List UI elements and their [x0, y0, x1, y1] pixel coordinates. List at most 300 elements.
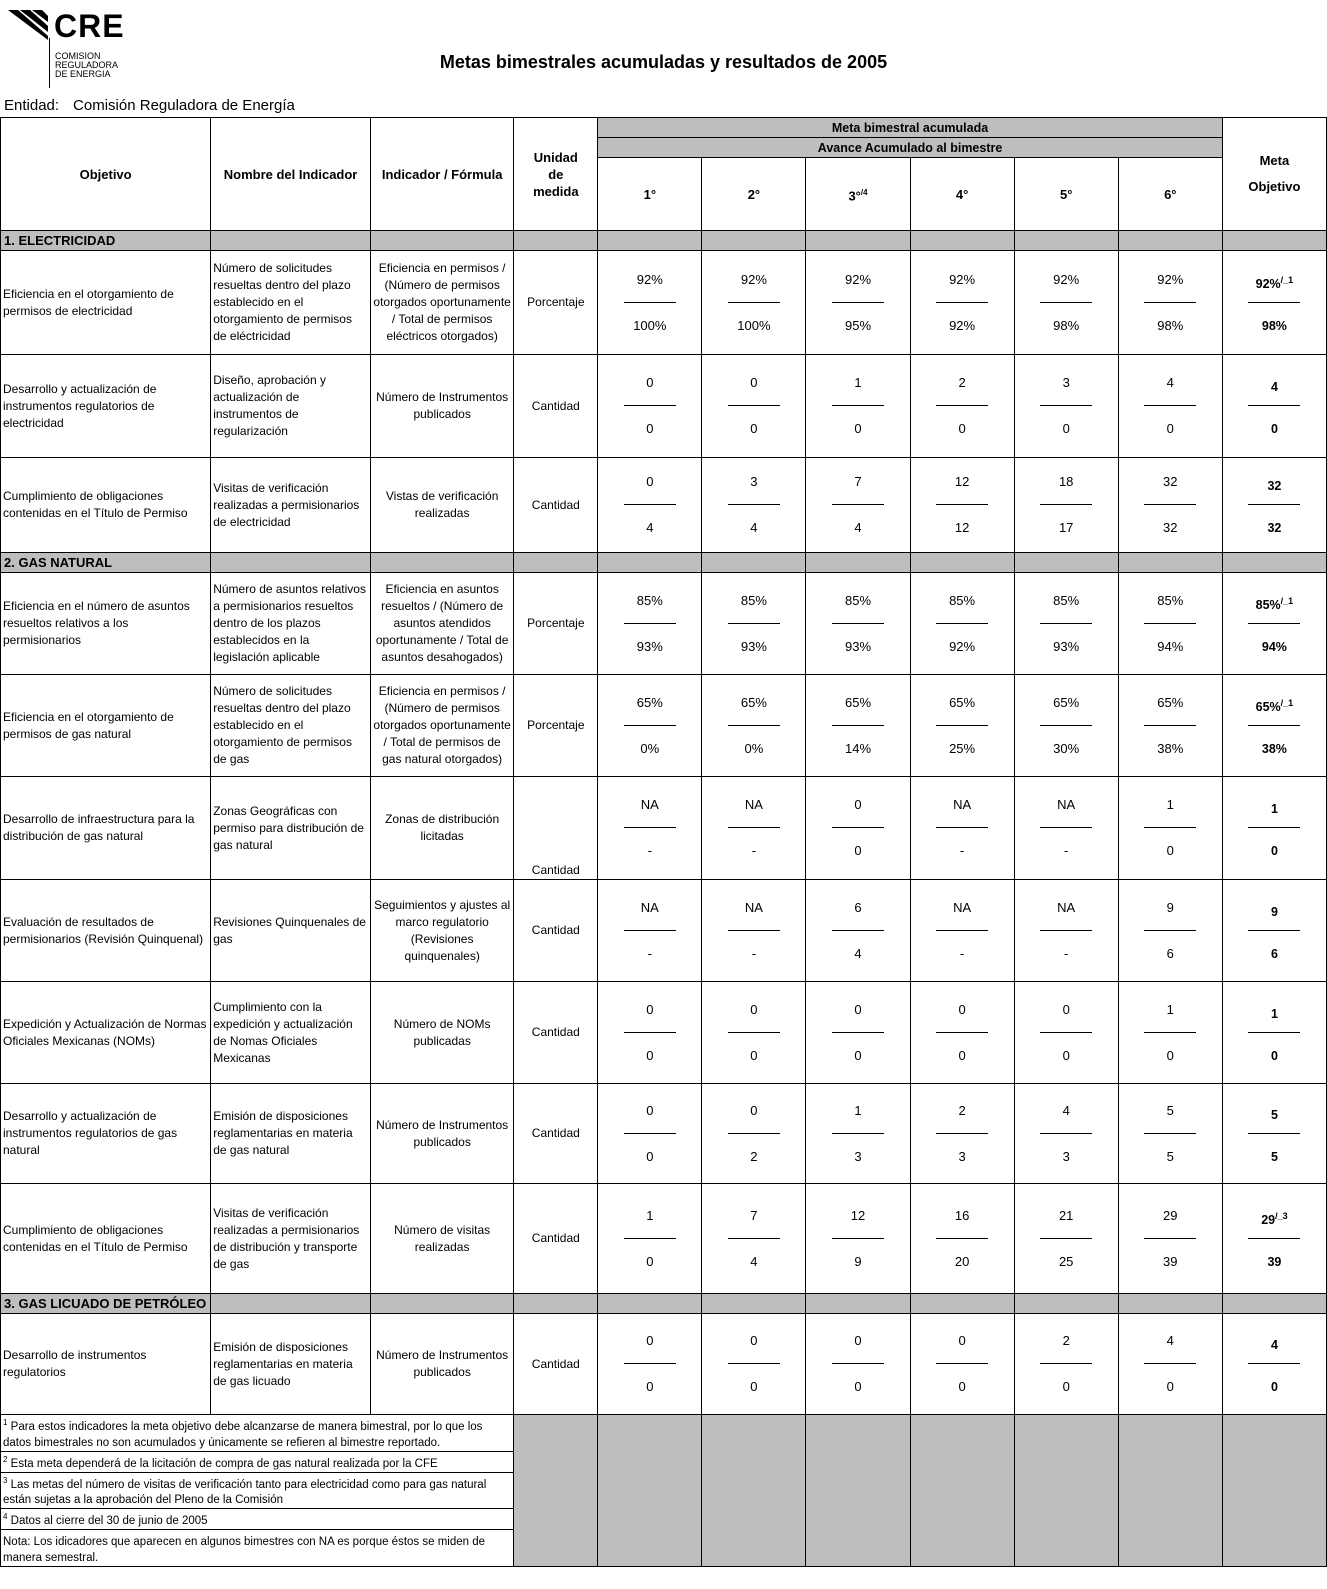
section-cell [598, 553, 702, 573]
table-row [1, 251, 1327, 355]
avance-value: - [647, 843, 652, 858]
section-cell [1118, 553, 1222, 573]
avance-value: 94% [1157, 638, 1184, 654]
avance-value: 25 [1058, 1253, 1074, 1269]
meta-value: 0 [646, 375, 654, 390]
meta-objetivo-cell [1222, 1314, 1326, 1415]
fraction-rule [624, 1032, 676, 1033]
section-cell [1014, 1294, 1118, 1314]
meta-value: 0 [646, 1102, 654, 1118]
fraction-rule [624, 1238, 676, 1239]
meta-value: 92% [844, 271, 872, 287]
meta-value: 32 [1163, 474, 1178, 489]
meta-value: 85% [1053, 592, 1080, 608]
section-cell [702, 231, 806, 251]
avance-value: 0% [744, 740, 764, 756]
avance-value: 4 [750, 520, 758, 535]
meta-value: 1 [646, 1207, 654, 1223]
section-cell [910, 553, 1014, 573]
avance-value: 4 [646, 520, 654, 535]
col-b3 [806, 158, 910, 231]
section-cell [211, 231, 371, 251]
col-b6: 6° [1118, 158, 1222, 231]
bimestre-cell [598, 982, 702, 1084]
fraction-rule [1248, 1133, 1300, 1134]
col-b4: 4° [910, 158, 1014, 231]
meta-value: NA [744, 899, 763, 915]
fraction-rule [728, 504, 780, 505]
footnote-number: 3 [3, 1475, 8, 1485]
formula-cell: Eficiencia en asuntos resueltos / (Número de asuntos atendidos oportunamente / Total de asuntos desahogados) [370, 573, 514, 675]
objetivo-cell: Cumplimiento de obligaciones contenidas en el Título de Permiso [1, 458, 211, 553]
section-cell [370, 1294, 514, 1314]
empty-gray-cell [806, 1415, 910, 1567]
bimestre-cell [1014, 1184, 1118, 1294]
bimestre-cell [1118, 458, 1222, 553]
footnote-number: 4 [3, 1512, 8, 1522]
fraction-rule [832, 827, 884, 828]
meta-objetivo-result: 5 [1270, 1149, 1278, 1164]
fraction-rule [728, 623, 780, 624]
avance-value: 30% [1053, 740, 1080, 756]
meta-value: 65% [636, 694, 663, 710]
meta-value: 1 [1166, 1001, 1174, 1017]
footnote [1, 1472, 514, 1509]
empty-gray-cell [1222, 1415, 1326, 1567]
bimestre-cell [1014, 982, 1118, 1084]
bimestre-cell [1014, 251, 1118, 355]
section-cell [598, 231, 702, 251]
meta-value: 3 [750, 474, 758, 489]
meta-value: NA [744, 797, 763, 812]
meta-value: 0 [646, 1001, 654, 1017]
nombre-cell: Diseño, aprobación y actualización de instrumentos de regularización [211, 355, 371, 458]
meta-value: 1 [1166, 797, 1174, 812]
meta-value: 2 [958, 375, 966, 390]
avance-value: 93% [740, 638, 767, 654]
fraction-rule [936, 405, 988, 406]
objetivo-cell: Desarrollo y actualización de instrumentos regulatorios de electricidad [1, 355, 211, 458]
bimestre-cell [1014, 1084, 1118, 1184]
avance-value: 0 [958, 1379, 966, 1394]
fraction-rule [1040, 623, 1092, 624]
col-formula: Indicador / Fórmula [370, 118, 514, 231]
objetivo-cell: Desarrollo de infraestructura para la distribución de gas natural [1, 777, 211, 880]
avance-value: 0 [646, 1047, 654, 1063]
col-meta-objetivo-text: Meta Objetivo [1248, 153, 1301, 194]
fraction-rule [1144, 1032, 1196, 1033]
fraction-rule [936, 1238, 988, 1239]
unidad-cell: Porcentaje [514, 573, 598, 675]
section-cell [211, 553, 371, 573]
col-objetivo: Objetivo [1, 118, 211, 231]
avance-value: 0 [750, 421, 758, 436]
nombre-cell: Revisiones Quinquenales de gas [211, 880, 371, 982]
bimestre-cell [1118, 355, 1222, 458]
meta-objetivo-footnote: /_3 [1275, 1210, 1288, 1221]
table-row [1, 458, 1327, 553]
fraction-rule [728, 1363, 780, 1364]
bimestre-cell [702, 982, 806, 1084]
avance-value: 0 [646, 421, 654, 436]
meta-objetivo-top [1223, 1102, 1326, 1120]
meta-objetivo-cell [1222, 1184, 1326, 1294]
meta-objetivo-footnote: /_1 [1280, 274, 1294, 285]
bimestre-cell [598, 458, 702, 553]
section-cell [1222, 1294, 1326, 1314]
fraction-rule [832, 930, 884, 931]
formula-cell: Número de Instrumentos publicados [370, 355, 514, 458]
meta-value: 85% [844, 592, 872, 608]
fraction-rule [936, 930, 988, 931]
fraction-rule [832, 1238, 884, 1239]
meta-value: 5 [1166, 1102, 1174, 1118]
fraction-rule [1144, 930, 1196, 931]
section-label: 2. GAS NATURAL [1, 553, 211, 573]
meta-objetivo-top [1223, 592, 1326, 610]
objetivo-cell: Desarrollo y actualización de instrumentos regulatorios de gas natural [1, 1084, 211, 1184]
meta-objetivo-value: 92% [1255, 276, 1281, 291]
meta-value: 85% [949, 592, 976, 608]
avance-value: 0 [1062, 1379, 1070, 1394]
avance-value: 0 [1166, 421, 1174, 436]
meta-value: 7 [750, 1207, 758, 1223]
fraction-rule [1040, 1133, 1092, 1134]
section-cell [514, 231, 598, 251]
meta-value: 0 [958, 1333, 966, 1348]
avance-value: 0 [750, 1379, 758, 1394]
meta-objetivo-cell [1222, 1084, 1326, 1184]
fraction-rule [936, 1363, 988, 1364]
meta-objetivo-value: 1 [1270, 802, 1278, 817]
fraction-rule [936, 1133, 988, 1134]
meta-value: 18 [1058, 474, 1074, 489]
section-label: 1. ELECTRICIDAD [1, 231, 211, 251]
avance-value: 17 [1058, 520, 1074, 535]
section-cell [1014, 553, 1118, 573]
bimestre-cell [598, 1184, 702, 1294]
meta-value: 85% [1157, 592, 1184, 608]
fraction-rule [1144, 504, 1196, 505]
meta-objetivo-result: 98% [1261, 318, 1287, 333]
avance-value: 32 [1163, 520, 1178, 535]
nombre-cell: Visitas de verificación realizadas a permisionarios de distribución y transporte de gas [211, 1184, 371, 1294]
fraction-rule [936, 302, 988, 303]
avance-value: 0% [640, 740, 660, 756]
avance-value: 0 [646, 1253, 654, 1269]
fraction-rule [832, 1363, 884, 1364]
entidad-value: Comisión Reguladora de Energía [73, 97, 295, 114]
bimestre-cell [806, 251, 910, 355]
nombre-cell: Visitas de verificación realizadas a permisionarios de electricidad [211, 458, 371, 553]
avance-value: 0 [646, 1148, 654, 1164]
avance-value: 3 [854, 1148, 862, 1164]
meta-value: 2 [1062, 1333, 1070, 1348]
bimestre-cell [702, 573, 806, 675]
meta-value: NA [1057, 797, 1076, 812]
empty-gray-cell [702, 1415, 806, 1567]
meta-objetivo-result: 0 [1270, 422, 1278, 436]
table-row [1, 573, 1327, 675]
bimestre-cell [702, 1314, 806, 1415]
avance-value: 0 [1166, 843, 1174, 858]
bimestre-cell [910, 880, 1014, 982]
meta-objetivo-result: 0 [1270, 1380, 1278, 1394]
bimestre-cell [702, 1084, 806, 1184]
fraction-rule [728, 405, 780, 406]
avance-value: - [959, 843, 965, 858]
section-cell [702, 553, 806, 573]
bimestre-cell [1014, 573, 1118, 675]
fraction-rule [1040, 1238, 1092, 1239]
meta-value: 7 [854, 474, 862, 489]
avance-value: 12 [954, 520, 970, 535]
bimestre-cell [598, 1084, 702, 1184]
avance-value: 38% [1157, 740, 1184, 756]
meta-value: 2 [958, 1102, 966, 1118]
avance-value: 5 [1166, 1148, 1174, 1164]
section-row [1, 553, 1327, 573]
bimestre-cell [1014, 1314, 1118, 1415]
fraction-rule [936, 725, 988, 726]
avance-value: 4 [854, 520, 862, 535]
objetivo-cell: Desarrollo de instrumentos regulatorios [1, 1314, 211, 1415]
meta-value: 65% [949, 694, 976, 710]
avance-value: 4 [854, 945, 862, 961]
bimestre-cell [910, 251, 1014, 355]
section-cell [702, 1294, 806, 1314]
formula-cell: Número de Instrumentos publicados [370, 1314, 514, 1415]
meta-value: 0 [1062, 1001, 1070, 1017]
section-cell [598, 1294, 702, 1314]
avance-value: 9 [854, 1253, 862, 1269]
avance-value: 0 [1166, 1379, 1174, 1394]
logo-subtitle: COMISION REGULADORA DE ENERGIA [55, 51, 119, 79]
bimestre-cell [598, 1314, 702, 1415]
fraction-rule [1248, 827, 1300, 828]
formula-cell: Zonas de distribución licitadas [370, 777, 514, 880]
table-row [1, 355, 1327, 458]
meta-objetivo-cell [1222, 573, 1326, 675]
fraction-rule [832, 405, 884, 406]
meta-value: NA [640, 797, 659, 812]
meta-objetivo-value: 5 [1270, 1107, 1278, 1122]
avance-value: 93% [844, 638, 872, 654]
avance-value: 20 [954, 1253, 970, 1269]
avance-value: 4 [750, 1253, 758, 1269]
avance-value: 0 [1062, 1047, 1070, 1063]
cre-logo [8, 8, 128, 88]
meta-value: 0 [646, 474, 654, 489]
objetivo-cell: Eficiencia en el número de asuntos resueltos relativos a los permisionarios [1, 573, 211, 675]
section-row [1, 1294, 1327, 1314]
bimestre-cell [806, 880, 910, 982]
section-cell [211, 1294, 371, 1314]
meta-value: 12 [850, 1207, 866, 1223]
meta-objetivo-value: 85% [1255, 597, 1281, 612]
bimestre-cell [702, 251, 806, 355]
bimestre-cell [910, 458, 1014, 553]
meta-value: 12 [954, 474, 970, 489]
avance-value: 2 [750, 1148, 758, 1164]
fraction-rule [624, 725, 676, 726]
fraction-rule [1144, 827, 1196, 828]
objetivo-cell: Cumplimiento de obligaciones contenidas en el Título de Permiso [1, 1184, 211, 1294]
meta-value: NA [953, 899, 972, 915]
meta-value: 92% [740, 271, 767, 287]
avance-value: 0 [750, 1047, 758, 1063]
footnote [1, 1509, 514, 1530]
fraction-rule [624, 1363, 676, 1364]
section-cell [1222, 553, 1326, 573]
col-meta-bimestral: Meta bimestral acumulada [598, 118, 1223, 138]
bimestre-cell [1118, 982, 1222, 1084]
meta-value: 0 [646, 1333, 654, 1348]
formula-cell: Seguimientos y ajustes al marco regulatorio (Revisiones quinquenales) [370, 880, 514, 982]
page-title [0, 52, 1327, 73]
section-cell [1118, 1294, 1222, 1314]
avance-value: - [751, 945, 757, 961]
meta-value: 0 [750, 1333, 758, 1348]
avance-value: - [647, 945, 652, 961]
meta-value: 16 [954, 1207, 970, 1223]
table-row [1, 675, 1327, 777]
bimestre-cell [806, 458, 910, 553]
avance-value: 100% [737, 317, 771, 333]
table-body [1, 231, 1327, 1567]
fraction-rule [1248, 302, 1300, 303]
fraction-rule [1248, 725, 1300, 726]
meta-value: 3 [1062, 375, 1070, 390]
unidad-cell: Porcentaje [514, 251, 598, 355]
table-row [1, 777, 1327, 880]
bimestre-cell [702, 777, 806, 880]
logo-name: CRE [54, 8, 125, 44]
nombre-cell: Emisión de disposiciones reglamentarias en materia de gas licuado [211, 1314, 371, 1415]
meta-objetivo-result: 39 [1267, 1254, 1282, 1269]
meta-value: 92% [949, 271, 976, 287]
meta-value: 4 [1166, 375, 1174, 390]
bimestre-cell [702, 355, 806, 458]
meta-objetivo-cell [1222, 982, 1326, 1084]
nombre-cell: Número de asuntos relativos a permisionarios resueltos dentro de los plazos establecidos en la legislación aplicable [211, 573, 371, 675]
unidad-cell: Cantidad [514, 880, 598, 982]
bimestre-cell [806, 355, 910, 458]
fraction-rule [1040, 827, 1092, 828]
bimestre-cell [910, 355, 1014, 458]
bimestre-cell [1118, 1184, 1222, 1294]
bimestre-cell [806, 1084, 910, 1184]
bimestre-cell [806, 573, 910, 675]
unidad-cell: Cantidad [514, 1084, 598, 1184]
meta-value: 4 [1166, 1333, 1174, 1348]
meta-value: 1 [854, 375, 862, 390]
fraction-rule [1248, 1238, 1300, 1239]
nombre-cell: Cumplimiento con la expedición y actualización de Nomas Oficiales Mexicanas [211, 982, 371, 1084]
fraction-rule [624, 827, 676, 828]
fraction-rule [1040, 725, 1092, 726]
meta-objetivo-result: 94% [1261, 639, 1287, 654]
avance-value: 0 [1166, 1047, 1174, 1063]
objetivo-cell: Eficiencia en el otorgamiento de permisos de gas natural [1, 675, 211, 777]
bimestre-cell [1014, 777, 1118, 880]
fraction-rule [1248, 1032, 1300, 1033]
avance-value: 100% [633, 317, 667, 333]
metas-table [0, 117, 1327, 1567]
fraction-rule [624, 405, 676, 406]
fraction-rule [1248, 623, 1300, 624]
bimestre-cell [910, 1084, 1014, 1184]
fraction-rule [728, 1133, 780, 1134]
fraction-rule [624, 504, 676, 505]
page-title-text: Metas bimestrales acumuladas y resultados de 2005 [439, 52, 888, 72]
bimestre-cell [910, 1184, 1014, 1294]
fraction-rule [832, 623, 884, 624]
avance-value: - [751, 843, 757, 858]
avance-value: 93% [636, 638, 663, 654]
fraction-rule [1144, 405, 1196, 406]
meta-value: NA [640, 899, 659, 915]
fraction-rule [1040, 1032, 1092, 1033]
avance-value: 0 [1062, 421, 1070, 436]
fraction-rule [1144, 1363, 1196, 1364]
fraction-rule [832, 302, 884, 303]
bimestre-cell [1118, 1314, 1222, 1415]
avance-value: 0 [958, 421, 966, 436]
objetivo-cell: Eficiencia en el otorgamiento de permisos de electricidad [1, 251, 211, 355]
bimestre-cell [702, 880, 806, 982]
avance-value: 6 [1166, 945, 1174, 961]
avance-value: 98% [1157, 317, 1184, 333]
bimestre-cell [702, 458, 806, 553]
avance-value: 25% [949, 740, 976, 756]
fraction-rule [1040, 302, 1092, 303]
avance-value: 0 [854, 1047, 862, 1063]
fraction-rule [1248, 405, 1300, 406]
fraction-rule [624, 1133, 676, 1134]
unidad-cell: Cantidad [514, 1314, 598, 1415]
meta-objetivo-result: 38% [1261, 741, 1287, 756]
fraction-rule [1040, 930, 1092, 931]
meta-value: 92% [636, 271, 663, 287]
meta-objetivo-result: 0 [1270, 844, 1278, 858]
bimestre-cell [910, 982, 1014, 1084]
avance-value: 0 [854, 421, 862, 436]
col-b1: 1° [598, 158, 702, 231]
nombre-cell: Número de solicitudes resueltas dentro del plazo establecido en el otorgamiento de permisos de gas [211, 675, 371, 777]
meta-value: 65% [1157, 694, 1184, 710]
fraction-rule [832, 725, 884, 726]
fraction-rule [832, 1032, 884, 1033]
meta-objetivo-result: 6 [1270, 946, 1278, 961]
bimestre-cell [598, 777, 702, 880]
fraction-rule [624, 302, 676, 303]
fraction-rule [728, 1032, 780, 1033]
meta-objetivo-cell [1222, 355, 1326, 458]
col-b3-text: 3° [848, 188, 861, 204]
bimestre-cell [1118, 880, 1222, 982]
section-cell [1222, 231, 1326, 251]
fraction-rule [1144, 302, 1196, 303]
unidad-cell: Cantidad [514, 458, 598, 553]
footnote-text: Para estos indicadores la meta objetivo debe alcanzarse de manera bimestral, por lo que los datos bimestrales no son acumulados y únicamente se refieren al bimestre reportado. [3, 1420, 483, 1449]
meta-value: 85% [636, 592, 663, 608]
fraction-rule [728, 930, 780, 931]
meta-objetivo-result: 32 [1267, 521, 1282, 535]
meta-objetivo-cell [1222, 777, 1326, 880]
empty-gray-cell [1014, 1415, 1118, 1567]
meta-objetivo-top [1223, 271, 1326, 289]
